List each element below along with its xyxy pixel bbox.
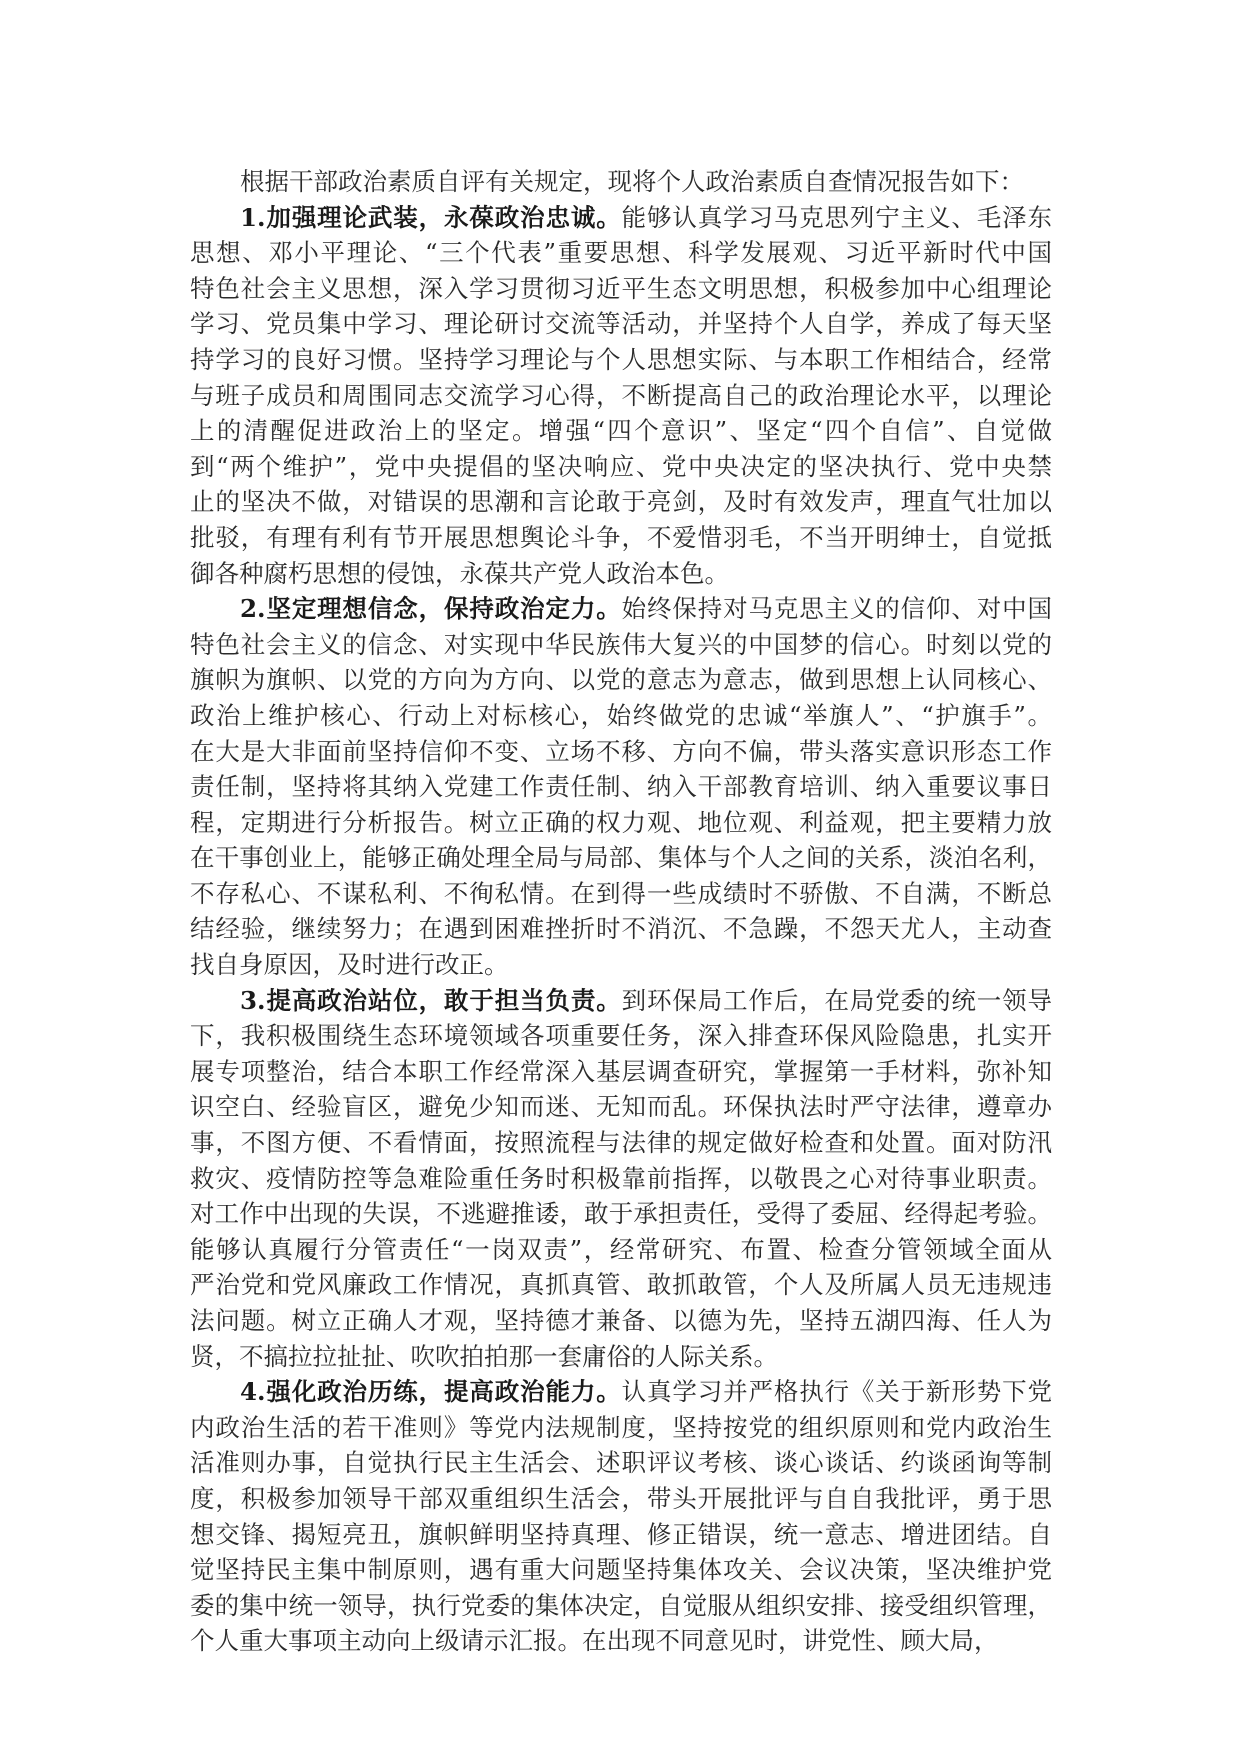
section-text-line: 与班子成员和周围同志交流学习心得，不断提高自己的政治理论水平，以理论 <box>190 380 1052 410</box>
section-text: 能够认真学习马克思列宁主义、毛泽东 <box>621 202 1053 232</box>
section-first-line <box>190 200 1052 236</box>
intro-paragraph: 根据干部政治素质自评有关规定，现将个人政治素质自查情况报告如下： <box>240 167 1024 196</box>
section-text-line: 御各种腐朽思想的侵蚀，永葆共产党人政治本色。 <box>190 558 729 588</box>
section-text-line: 贤，不搞拉拉扯扯、吹吹拍拍那一套庸俗的人际关系。 <box>190 1341 778 1371</box>
section-heading: 3.提高政治站位，敢于担当负责。 <box>240 985 622 1015</box>
section-text-line: 找自身原因，及时进行改正。 <box>190 950 509 980</box>
section-text-line: 不存私心、不谋私利、不徇私情。在到得一些成绩时不骄傲、不自满，不断总 <box>190 878 1052 908</box>
sections <box>190 200 1052 1659</box>
section-heading: 2.坚定理想信念，保持政治定力。 <box>240 594 622 624</box>
section-first-line <box>190 1374 1052 1410</box>
section-text-line: 结经验，继续努力；在遇到困难挫折时不消沉、不急躁，不怨天尤人，主动查 <box>190 914 1052 944</box>
section-text-line: 到“两个维护”，党中央提倡的坚决响应、党中央决定的坚决执行、党中央禁 <box>190 451 1052 481</box>
section-text-line: 在干事创业上，能够正确处理全局与局部、集体与个人之间的关系，淡泊名利， <box>190 843 1052 873</box>
section-text-line: 下，我积极围绕生态环境领域各项重要任务，深入排查环保风险隐患，扎实开 <box>190 1021 1052 1051</box>
section-text-line: 程，定期进行分析报告。树立正确的权力观、地位观、利益观，把主要精力放 <box>190 807 1052 837</box>
section-text-line: 救灾、疫情防控等急难险重任务时积极靠前指挥，以敬畏之心对待事业职责。 <box>190 1163 1052 1193</box>
document-page <box>190 164 1052 1659</box>
section-text: 到环保局工作后，在局党委的统一领导 <box>621 985 1053 1015</box>
section-text-line: 批驳，有理有利有节开展思想舆论斗争，不爱惜羽毛，不当开明绅士，自觉抵 <box>190 522 1052 552</box>
section-text-line: 能够认真履行分管责任“一岗双责”，经常研究、布置、检查分管领域全面从 <box>190 1234 1052 1264</box>
section-text-line: 事，不图方便、不看情面，按照流程与法律的规定做好检查和处置。面对防汛 <box>190 1128 1052 1158</box>
section-heading: 1.加强理论武装，永葆政治忠诚。 <box>240 202 622 232</box>
section-text-line: 委的集中统一领导，执行党委的集体决定，自觉服从组织安排、接受组织管理， <box>190 1590 1052 1620</box>
section-text: 始终保持对马克思主义的信仰、对中国 <box>621 594 1053 624</box>
section-text-line: 度，积极参加领导干部双重组织生活会，带头开展批评与自自我批评，勇于思 <box>190 1483 1052 1513</box>
section-text-line: 法问题。树立正确人才观，坚持德才兼备、以德为先，坚持五湖四海、任人为 <box>190 1306 1052 1335</box>
section-text-line: 特色社会主义的信念、对实现中华民族伟大复兴的中国梦的信心。时刻以党的 <box>190 629 1052 659</box>
section-text-line: 对工作中出现的失误，不逃避推诿，敢于承担责任，受得了委屈、经得起考验。 <box>190 1199 1052 1229</box>
section-text-line: 政治上维护核心、行动上对标核心，始终做党的忠诚“举旗人”、“护旗手”。 <box>190 700 1052 730</box>
section-text-line: 个人重大事项主动向上级请示汇报。在出现不同意见时，讲党性、顾大局， <box>190 1626 999 1656</box>
section-first-line <box>190 591 1052 627</box>
section-text-line: 持学习的良好习惯。坚持学习理论与个人思想实际、与本职工作相结合，经常 <box>190 344 1052 374</box>
section-first-line <box>190 983 1052 1019</box>
section-text-line: 想交锋、揭短亮丑，旗帜鲜明坚持真理、修正错误，统一意志、增进团结。自 <box>190 1519 1052 1549</box>
section-text: 认真学习并严格执行《关于新形势下党 <box>621 1377 1053 1407</box>
section-text-line: 上的清醒促进政治上的坚定。增强“四个意识”、坚定“四个自信”、自觉做 <box>190 416 1052 446</box>
section-text-line: 内政治生活的若干准则》等党内法规制度，坚持按党的组织原则和党内政治生 <box>190 1412 1052 1442</box>
section-text-line: 活准则办事，自觉执行民主生活会、述职评议考核、谈心谈话、约谈函询等制 <box>190 1448 1052 1478</box>
section-paragraph <box>190 983 1052 1375</box>
section-text-line: 识空白、经验盲区，避免少知而迷、无知而乱。环保执法时严守法律，遵章办 <box>190 1092 1052 1122</box>
section-heading: 4.强化政治历练，提高政治能力。 <box>240 1377 622 1407</box>
section-text-line: 展专项整治，结合本职工作经常深入基层调查研究，掌握第一手材料，弥补知 <box>190 1056 1052 1086</box>
section-text-line: 特色社会主义思想，深入学习贯彻习近平生态文明思想，积极参加中心组理论 <box>190 273 1052 303</box>
section-text-line: 旗帜为旗帜、以党的方向为方向、以党的意志为意志，做到思想上认同核心、 <box>190 665 1052 695</box>
section-paragraph <box>190 1374 1052 1659</box>
section-text-line: 学习、党员集中学习、理论研讨交流等活动，并坚持个人自学，养成了每天坚 <box>190 309 1052 339</box>
section-paragraph <box>190 591 1052 983</box>
section-text-line: 在大是大非面前坚持信仰不变、立场不移、方向不偏，带头落实意识形态工作 <box>190 736 1052 766</box>
section-text-line: 严治党和党风廉政工作情况，真抓真管、敢抓敢管，个人及所属人员无违规违 <box>190 1270 1052 1300</box>
section-text-line: 止的坚决不做，对错误的思潮和言论敢于亮剑，及时有效发声，理直气壮加以 <box>190 487 1052 517</box>
section-paragraph <box>190 200 1052 592</box>
section-text-line: 思想、邓小平理论、“三个代表”重要思想、科学发展观、习近平新时代中国 <box>190 238 1052 268</box>
section-text-line: 责任制，坚持将其纳入党建工作责任制、纳入干部教育培训、纳入重要议事日 <box>190 772 1052 802</box>
section-text-line: 觉坚持民主集中制原则，遇有重大问题坚持集体攻关、会议决策，坚决维护党 <box>190 1555 1052 1585</box>
